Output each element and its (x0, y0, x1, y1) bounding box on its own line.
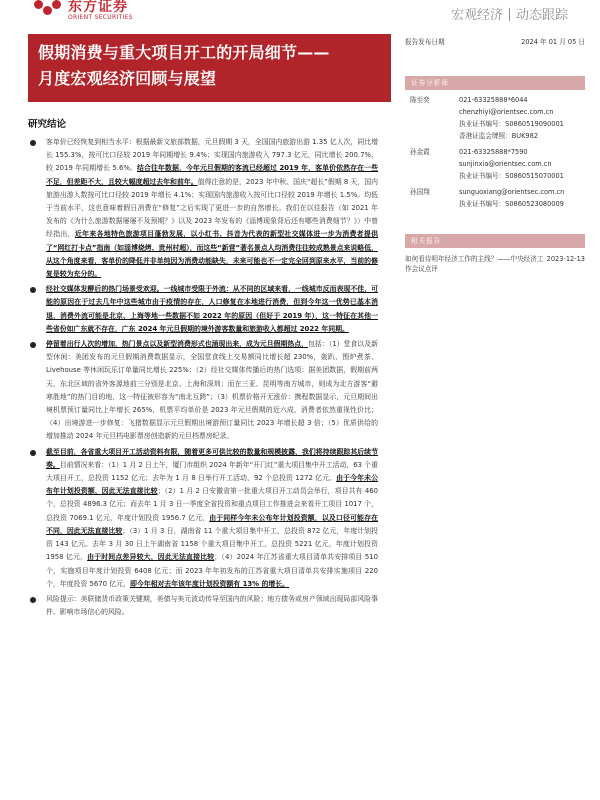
body-text: 风险提示：美联储货币政策关键期，美债与美元波动传导至国内的风险；地方债务或房产领域出现局部风险事件、影响市场信心的风险。 (46, 594, 378, 617)
body-text: ；（2）1 月 2 日安徽省第一批重大项目开工动员会举行，项目共有 460 个，总投资 4896.3 亿元；而去年 1 月 3 日一季度全省投资和重点项目工作推进会来看开工项目 1017 个，总投资 7069.1 亿元，年度计划投资 1956.7 亿元， (46, 487, 378, 522)
logo-chinese-name: 东方证券 (68, 0, 128, 15)
analyst-name: 孙金霞 (410, 148, 430, 156)
orient-securities-logo (34, 0, 133, 22)
publish-date-value: 2024 年 01 月 05 日 (521, 38, 585, 46)
logo-mark-icon (34, 0, 62, 18)
analyst-name: 陈至奕 (410, 96, 430, 104)
analyst-contact-line: 执业证书编号：S0860523080009 (459, 200, 564, 208)
analyst-contact-line: 021-63325888*6044 (459, 96, 528, 104)
highlighted-text: 截至目前，各省重大项目开工活动资料有限，随着更多可供比较的数量和规模披露，我们将持续跟踪其后续节奏。 (46, 447, 378, 469)
analyst-contact-line: 香港证监会牌照：BUK982 (459, 132, 539, 140)
body-text: 客单价已经恢复到相当水平：根据最新文旅部数据，元旦假期 3 天，全国国内旅游出游 1.35 亿人次，同比增长 155.3%，按可比口径较 2019 年同期增长 9.4%；实现国内旅游收入 797.3 亿元，同比增长 200.7%，较 2019 年同期增长 5.6%。 (46, 138, 378, 173)
publish-date-label: 报告发布日期 (405, 38, 445, 46)
analyst-contact-line: 执业证书编号：S0860519090001 (459, 120, 564, 128)
bullet-icon (30, 287, 36, 293)
analyst-contact (459, 94, 585, 142)
report-title-line-2: 月度宏观经济回顾与展望 (38, 69, 217, 88)
bullet-icon (30, 597, 36, 603)
related-reports-header: 相关报告 (405, 234, 585, 248)
analysts-list (405, 94, 585, 210)
conclusion-paragraph (28, 593, 378, 619)
body-text: 包括：（1）堂食以及新型休闲：美团发布的元旦假期消费数据显示，全国堂食线上交易额同比增长超 230%，轰趴、围炉煮茶、Livehouse 等休闲玩乐订单量同比增长 225%；（2）经社交媒体传播后的热门选项：据美团数据，假期前两天，东北区域的省外客源地前三分别是北京、上海和深圳；而在三亚、昆明等南方城市，则成为北方游客“避寒胜地”的热门目的地，这一特征被形容为“南北互跨”；（3）机票价格开无涨价：携程数据显示，元旦期间出境机票预订量同比上年增长 265%，机票平均单价是 2023 年元旦假期的近六成，消费者依然重视性价比；（4）出境游进一步修复：飞猪数据显示元旦假期出境游预订量同比 2023 年增长超 3 倍；（5）优质供给的增加推动 2024 年元旦档电影票房创造新的元旦档票房纪录。 (46, 340, 378, 441)
report-sidebar (405, 36, 585, 274)
analysts-header: 证券分析师 (405, 76, 585, 90)
logo-english-name: ORIENT SECURITIES (68, 14, 133, 21)
category-tag-tracking: 动态跟踪 (515, 8, 568, 23)
page-header (0, 0, 600, 28)
analyst-name: 孙国翔 (410, 188, 430, 196)
report-title-line-1: 假期消费与重大项目开工的开局细节—— (38, 43, 330, 62)
conclusion-paragraphs (28, 136, 378, 619)
highlighted-text: 由于时间点差异较大，因此无法直接比较 (87, 553, 215, 562)
category-tag-macro: 宏观经济 (450, 8, 503, 23)
highlighted-text: 结合往年数据，今年元旦假期的客流已经超过 2019 年，客单价依然存在一些不足，但差距不大，且较大幅度超过去年和前年。 (46, 164, 378, 186)
report-category (451, 4, 568, 23)
body-text: 目前情况来看：（1）1 月 2 日上午，厦门市组织 2024 年新年“开门红”重大项目集中开工活动，63 个重大项目开工，总投资 1152 亿元；去年为 1 月 8 日举行开工活动，92 个总投资 1272 亿元。 (46, 460, 378, 483)
conclusion-paragraph (28, 446, 378, 591)
body-text: 值得注意的是，2023 年中秋、国庆“超长”假期 8 天，国内旅游出游人数按可比口径较 2019 年增长 4.1%；实现国内旅游收入按可比口径较 2019 年增长 1.5%。均低于当前水平，这也意味着假日消费在“修复”之后实现了更进一步的自然增长。我们在以往报告（如 2021 年发布的《为什么旅游数据屡屡不及预期？》以及 2023 年发布的《淄博现象背后还有哪些消费细节？》）中曾经指出， (46, 177, 378, 239)
bullet-icon (30, 342, 36, 348)
related-report-item[interactable] (405, 254, 585, 274)
report-title-banner (28, 34, 391, 102)
conclusion-paragraph (28, 338, 378, 444)
conclusion-paragraph (28, 136, 378, 281)
analyst-contact-line: sunguoxiang@orientsec.com.cn (459, 188, 565, 196)
analyst-contact (459, 186, 585, 210)
analyst-entry (405, 94, 585, 142)
highlighted-text: 即今年相对去年该年度计划投资额有 13% 的增长。 (129, 579, 290, 588)
bullet-icon (30, 450, 36, 456)
research-conclusions (28, 116, 378, 621)
body-text: ；（3）1 月 3 日，湖南省 11 个重大项目集中开工，总投资 872 亿元，年度计划投资 143 亿元。去年 3 月 30 日上午湖南省 1158 个重大项目集中开工，总投资 5221 亿元，年度计划投资 1958 亿元， (46, 526, 379, 562)
conclusion-paragraph (28, 283, 378, 336)
analyst-contact (459, 146, 585, 182)
highlighted-text: 由于同样今年未公布年计划投资额，以及口径可能存在不同，因此无法直接比较 (46, 513, 379, 535)
analyst-contact-line: 执业证书编号：S0860515070001 (459, 172, 564, 180)
analyst-entry (405, 186, 585, 210)
highlighted-text: 由于今年未公布年计划投资额，因此无法直接比较 (46, 474, 378, 496)
related-report-date: 2023-12-13 (546, 255, 585, 263)
body-text: ；（4）2024 年江苏省重大项目清单共安排项目 510 个，实施项目年度计划投资 6408 亿元；而 2023 年年初发布的江苏省重大项目清单共安排实施项目 220 个，年度投资 5670 亿元， (46, 553, 379, 588)
publish-date-row (405, 36, 585, 50)
category-divider (509, 8, 510, 21)
analyst-contact-line: chenzhiyi@orientsec.com.cn (459, 108, 554, 116)
analyst-entry (405, 146, 585, 182)
bullet-icon (30, 140, 36, 146)
highlighted-text: 经社交媒体发酵后的热门场景受欢迎。一线城市受限于外流：从不同的区域来看，一线城市反而表现不佳，可能的原因在于过去几年中这些城市由于疫情的存在，人口修复在本地进行消费，但到今年这一优势已基本消退，消费外流可能是北京、上海等地一些数据不如 2022 年的原因（但好于 2019 年），这一特征在其他一些省份如广东就不存在，广东 2024 年元旦假期的境外游客数量和旅游收入都超过 2022 年同期。 (46, 285, 378, 333)
related-report-title[interactable]: 如何看待明年经济工作的主线？——中央经济工作会议点评 (405, 255, 544, 273)
related-reports-list (405, 254, 585, 274)
analyst-contact-line: 021-63325888*7590 (459, 148, 528, 156)
highlighted-text: 停留着出行人次的增加，热门景点以及新型消费形式也涌现出来，成为元旦假期热点， (46, 340, 309, 349)
section-title: 研究结论 (28, 119, 67, 130)
highlighted-text: 近年来各地特色旅游项目蓬勃发展，以小红书、抖音为代表的新型社交媒体进一步为消费者提供了“网红打卡点”指南（如淄博烧烤、贵州村超），而这些“新营”著名景点人均消费往往较成熟景点来说略低，从这个角度来看，客单价的降低并非单纯因为消费动能缺失，未来可能也不一定完全回到原来水平，当前的修复是较为充分的。 (46, 230, 379, 279)
analyst-contact-line: sunjinxia@orientsec.com.cn (459, 160, 552, 168)
